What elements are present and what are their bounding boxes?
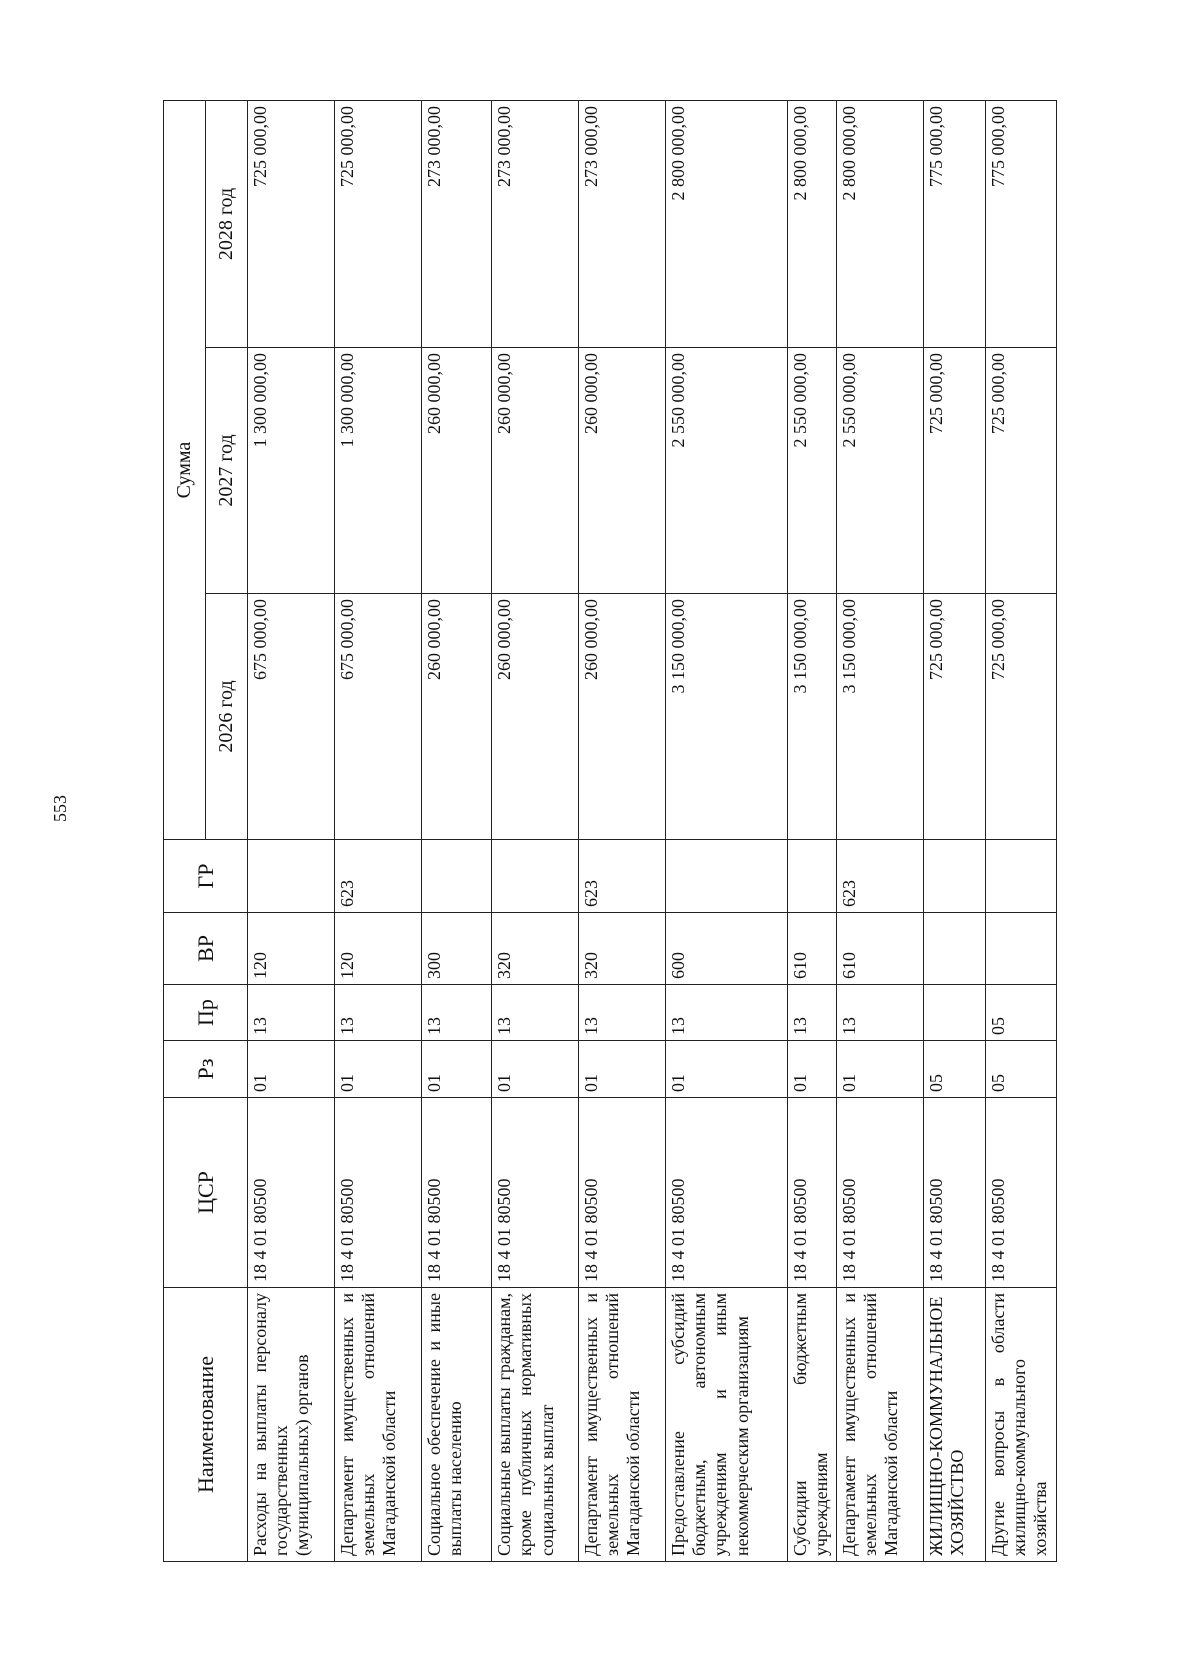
budget-table: [163, 100, 1057, 1562]
row-2028: 2 800 000,00: [665, 101, 787, 348]
row-rz: 01: [665, 1041, 787, 1098]
row-vr: [985, 913, 1056, 985]
row-name: Расходы на выплаты персоналу государственных (муниципальных) органов: [248, 1288, 335, 1562]
row-csr: 18 4 01 80500: [578, 1098, 665, 1288]
row-vr: 320: [578, 913, 665, 985]
row-pr: [923, 985, 985, 1041]
row-rz: 01: [248, 1041, 335, 1098]
row-pr: 13: [334, 985, 421, 1041]
row-2027: 1 300 000,00: [248, 348, 335, 594]
row-vr: 120: [334, 913, 421, 985]
row-2027: 725 000,00: [985, 348, 1056, 594]
header-2028: 2028 год: [206, 101, 248, 348]
row-2026: 260 000,00: [421, 594, 491, 840]
row-name: ЖИЛИЩНО-КОММУНАЛЬНОЕ ХОЗЯЙСТВО: [923, 1288, 985, 1562]
row-pr: 13: [665, 985, 787, 1041]
row-2026: 675 000,00: [334, 594, 421, 840]
row-2027: 1 300 000,00: [334, 348, 421, 594]
row-vr: 300: [421, 913, 491, 985]
row-2027: 260 000,00: [578, 348, 665, 594]
row-name: Департамент имущественных и земельных отношений Магаданской области: [836, 1288, 923, 1562]
header-vr: ВР: [164, 913, 248, 985]
row-rz: 01: [578, 1041, 665, 1098]
table-row: [665, 101, 787, 1562]
row-2028: 725 000,00: [334, 101, 421, 348]
row-name: Социальное обеспечение и иные выплаты населению: [421, 1288, 491, 1562]
row-vr: 120: [248, 913, 335, 985]
row-csr: 18 4 01 80500: [985, 1098, 1056, 1288]
table-row: [923, 101, 985, 1562]
row-2027: 260 000,00: [492, 348, 579, 594]
row-pr: 13: [836, 985, 923, 1041]
row-2026: 3 150 000,00: [787, 594, 836, 840]
row-pr: 13: [578, 985, 665, 1041]
row-2027: 2 550 000,00: [836, 348, 923, 594]
row-name: Департамент имущественных и земельных отношений Магаданской области: [578, 1288, 665, 1562]
row-2027: 2 550 000,00: [665, 348, 787, 594]
row-rz: 05: [923, 1041, 985, 1098]
row-2028: 273 000,00: [421, 101, 491, 348]
row-name: Другие вопросы в области жилищно-коммунального хозяйства: [985, 1288, 1056, 1562]
row-2027: 725 000,00: [923, 348, 985, 594]
row-gr: [248, 840, 335, 913]
row-2028: 273 000,00: [578, 101, 665, 348]
row-vr: 610: [787, 913, 836, 985]
row-name: Субсидии бюджетным учреждениям: [787, 1288, 836, 1562]
row-2027: 2 550 000,00: [787, 348, 836, 594]
row-vr: [923, 913, 985, 985]
row-rz: 01: [334, 1041, 421, 1098]
row-gr: [923, 840, 985, 913]
row-pr: 13: [421, 985, 491, 1041]
header-sum: Сумма: [164, 101, 206, 840]
row-rz: 01: [421, 1041, 491, 1098]
row-2028: 775 000,00: [923, 101, 985, 348]
row-name: Предоставление субсидий бюджетным, автономным учреждениям и иным некоммерческим организациям: [665, 1288, 787, 1562]
row-2026: 3 150 000,00: [665, 594, 787, 840]
row-2026: 725 000,00: [923, 594, 985, 840]
table-row: [985, 101, 1056, 1562]
table-row: [836, 101, 923, 1562]
row-rz: 01: [787, 1041, 836, 1098]
row-2028: 273 000,00: [492, 101, 579, 348]
header-2027: 2027 год: [206, 348, 248, 594]
row-gr: [985, 840, 1056, 913]
table-row: [421, 101, 491, 1562]
row-2026: 3 150 000,00: [836, 594, 923, 840]
row-gr: 623: [334, 840, 421, 913]
row-2028: 775 000,00: [985, 101, 1056, 348]
row-vr: 320: [492, 913, 579, 985]
row-rz: 01: [836, 1041, 923, 1098]
table-row: [248, 101, 335, 1562]
row-2026: 260 000,00: [578, 594, 665, 840]
row-csr: 18 4 01 80500: [923, 1098, 985, 1288]
table-row: [334, 101, 421, 1562]
row-pr: 05: [985, 985, 1056, 1041]
row-2026: 725 000,00: [985, 594, 1056, 840]
row-csr: 18 4 01 80500: [836, 1098, 923, 1288]
row-2026: 675 000,00: [248, 594, 335, 840]
row-rz: 01: [492, 1041, 579, 1098]
row-gr: 623: [578, 840, 665, 913]
row-csr: 18 4 01 80500: [334, 1098, 421, 1288]
header-gr: ГР: [164, 840, 248, 913]
row-gr: 623: [836, 840, 923, 913]
row-name: Департамент имущественных и земельных отношений Магаданской области: [334, 1288, 421, 1562]
header-name: Наименование: [164, 1288, 248, 1562]
row-2028: 2 800 000,00: [787, 101, 836, 348]
row-csr: 18 4 01 80500: [248, 1098, 335, 1288]
row-csr: 18 4 01 80500: [665, 1098, 787, 1288]
table-row: [492, 101, 579, 1562]
row-gr: [787, 840, 836, 913]
header-rz: Рз: [164, 1041, 248, 1098]
budget-table-container: [163, 101, 1057, 1562]
row-rz: 05: [985, 1041, 1056, 1098]
row-pr: 13: [492, 985, 579, 1041]
row-pr: 13: [787, 985, 836, 1041]
row-2026: 260 000,00: [492, 594, 579, 840]
table-row: [787, 101, 836, 1562]
header-2026: 2026 год: [206, 594, 248, 840]
row-csr: 18 4 01 80500: [787, 1098, 836, 1288]
header-row: [164, 101, 206, 1562]
row-vr: 610: [836, 913, 923, 985]
row-name: Социальные выплаты гражданам, кроме публичных нормативных социальных выплат: [492, 1288, 579, 1562]
table-row: [578, 101, 665, 1562]
row-gr: [665, 840, 787, 913]
row-gr: [421, 840, 491, 913]
row-gr: [492, 840, 579, 913]
page-number: 553: [50, 795, 70, 822]
row-2028: 2 800 000,00: [836, 101, 923, 348]
row-2028: 725 000,00: [248, 101, 335, 348]
header-csr: ЦСР: [164, 1098, 248, 1288]
row-csr: 18 4 01 80500: [492, 1098, 579, 1288]
row-2027: 260 000,00: [421, 348, 491, 594]
row-pr: 13: [248, 985, 335, 1041]
row-csr: 18 4 01 80500: [421, 1098, 491, 1288]
header-pr: Пр: [164, 985, 248, 1041]
row-vr: 600: [665, 913, 787, 985]
